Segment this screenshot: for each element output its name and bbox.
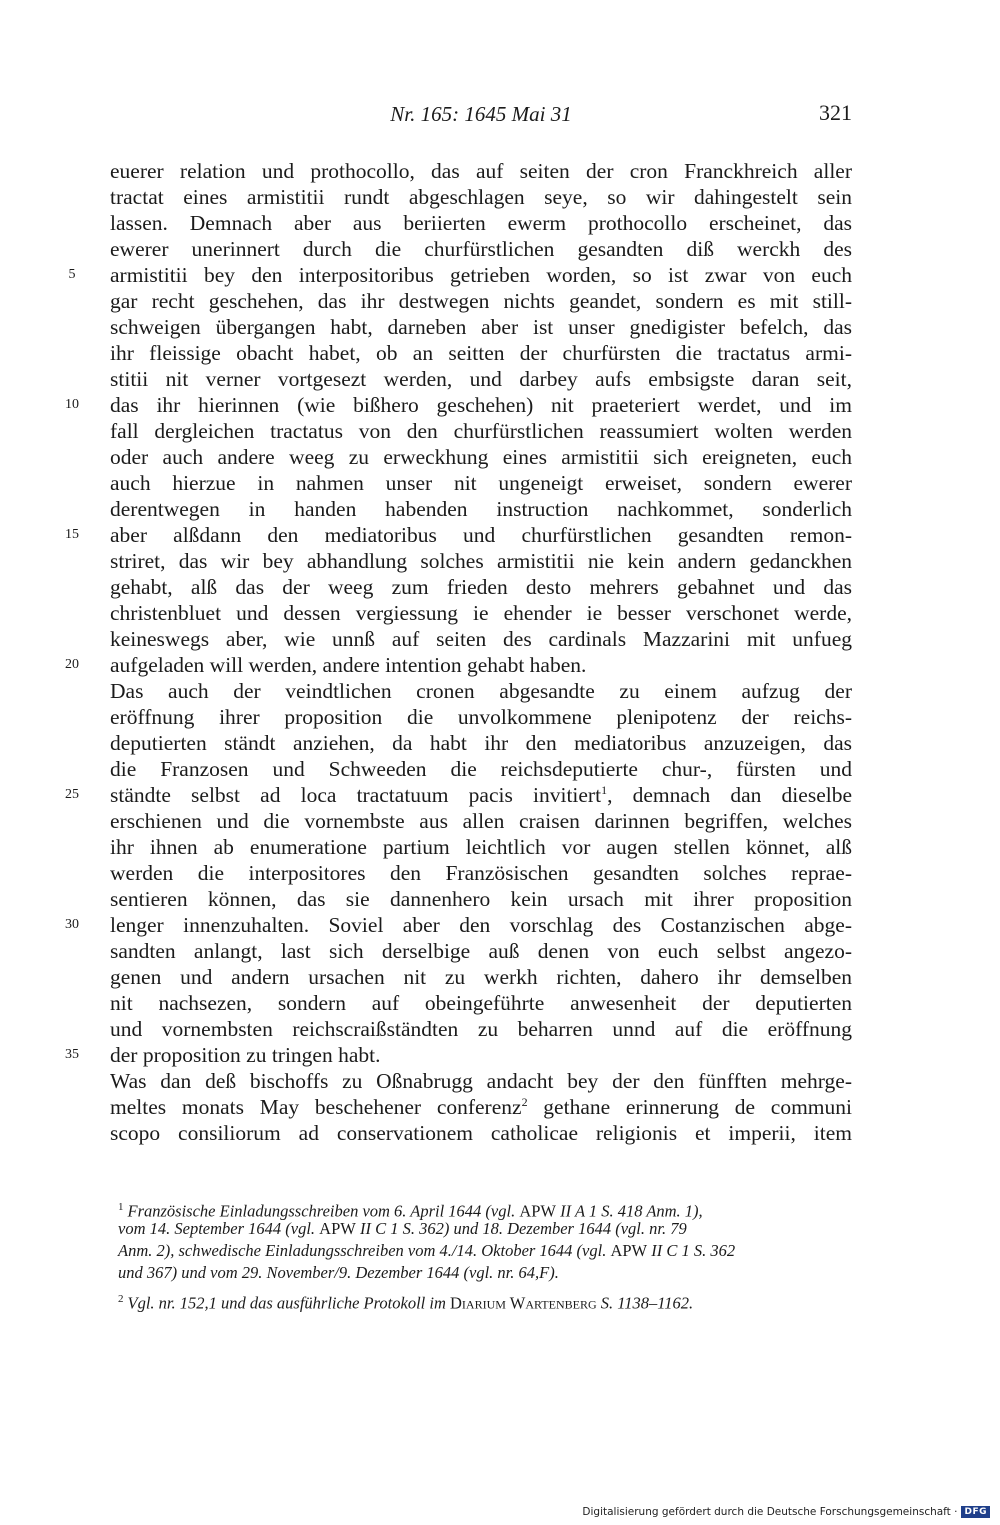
footnote-marker: 2 [118, 1293, 124, 1305]
body-line: lassen. Demnach aber aus beriierten ewerm prothocollo erscheinet, das [110, 211, 852, 235]
body-line: deputierten ständt anziehen, da habt ihr den mediatoribus anzuzeigen, das [110, 731, 852, 755]
body-line: striret, das wir bey abhandlung solches armistitii nie kein andern gedanckhen [110, 549, 852, 573]
body-line: keineswegs aber, wie unnß auf seiten des cardinals Mazzarini mit unfueg [110, 627, 852, 651]
body-line: ihr fleissige obacht habet, ob an seitten der churfürsten die tractatus armi- [110, 341, 852, 365]
credit-text: Digitalisierung gefördert durch die Deutsche Forschungsgemeinschaft · [582, 1506, 958, 1518]
body-line: der proposition zu tringen habt. [110, 1043, 381, 1067]
body-line-text: ständte selbst ad loca tractatuum pacis invitiert [110, 783, 602, 807]
diarium-title: Diarium Wartenberg [450, 1293, 597, 1313]
body-line: sandten anlangt, last sich derselbige auß denen von euch selbst angezo- [110, 939, 852, 963]
body-line: gar recht geschehen, das ihr destwegen nichts geandet, sondern es mit still- [110, 289, 852, 313]
page-header [110, 100, 852, 130]
apw-abbrev: APW [610, 1241, 648, 1260]
dfg-logo-icon: DFG [961, 1506, 990, 1518]
body-line: armistitii bey den interpositoribus getrieben worden, so ist zwar von euch [110, 263, 852, 287]
body-line: Was dan deß bischoffs zu Oßnabrugg andacht bey der den fünfften mehrge- [110, 1069, 852, 1093]
body-line: nit nachsezen, sondern auf obeingeführte anwesenheit der deputierten [110, 991, 852, 1015]
body-line: das ihr hierinnen (wie bißhero geschehen) nit praeteriert werdet, und im [110, 393, 852, 417]
line-number-25: 25 [65, 787, 79, 802]
line-number-30: 30 [65, 917, 79, 932]
body-line: aufgeladen will werden, andere intention gehabt haben. [110, 653, 587, 677]
body-line: tractat eines armistitii rundt abgeschlagen seye, so wir dahingestelt sein [110, 185, 852, 209]
body-line: genen und andern ursachen nit zu werkh richten, dahero ihr demselben [110, 965, 852, 989]
apw-abbrev: APW [519, 1201, 557, 1221]
body-line: erschienen und die vornembste aus allen craisen darinnen begriffen, welches [110, 809, 852, 833]
body-line: ihr ihnen ab enumeratione partium leichtlich vor augen stellen könnet, alß [110, 835, 852, 859]
page-number: 321 [819, 100, 852, 125]
body-line-text: gethane erinnerung de communi [527, 1095, 852, 1119]
footnote-1-line: vom 14. September 1644 (vgl. APW II C 1 S. 362) und 18. Dezember 1644 (vgl. nr. 79 [118, 1219, 687, 1238]
body-line: christenbluet und dessen vergiessung ie ehender ie besser verschonet werde, [110, 601, 852, 625]
body-line: sentieren können, das sie dannenhero kein ursach mit ihrer proposition [110, 887, 852, 911]
footnote-1-line: und 367) und vom 29. November/9. Dezember 1644 (vgl. nr. 64,F). [118, 1263, 559, 1282]
body-line: scopo consiliorum ad conservationem catholicae religionis et imperii, item [110, 1121, 852, 1145]
running-head: Nr. 165: 1645 Mai 31 [390, 102, 572, 126]
line-number-35: 35 [65, 1047, 79, 1062]
footnote-ref-2: 2 [521, 1094, 528, 1109]
digitization-credit [582, 1505, 990, 1519]
body-line: fall dergleichen tractatus von den churfürstlichen reassumiert wolten werden [110, 419, 852, 443]
body-line: ewerer unerinnert durch die churfürstlichen gesandten diß werckh des [110, 237, 852, 261]
apw-abbrev: APW [319, 1219, 356, 1238]
body-line: euerer relation und prothocollo, das auf seiten der cron Franckhreich aller [110, 159, 852, 183]
body-line: die Franzosen und Schweeden die reichsdeputierte chur-, fürsten und [110, 757, 852, 781]
body-line-with-footnote-ref [110, 782, 852, 808]
footnote-1-line: $^1$ Französische Einladungsschreiben vom 6. April 1644 (vgl. APW II A 1 S. 418 Anm. 1), [118, 1201, 703, 1221]
footnote-marker: 1 [118, 1201, 124, 1213]
body-line: Das auch der veindtlichen cronen abgesandte zu einem aufzug der [110, 679, 852, 703]
body-line: derentwegen in handen habenden instruction nachkommet, sonderlich [110, 497, 852, 521]
footnote-ref-1: 1 [601, 782, 608, 797]
body-line: und vornembsten reichscraißständten zu beharren unnd auf die eröffnung [110, 1017, 852, 1041]
line-number-10: 10 [65, 397, 79, 412]
body-line: werden die interpositores den Französischen gesandten solches reprae- [110, 861, 852, 885]
footnote-1-line: Anm. 2), schwedische Einladungsschreiben vom 4./14. Oktober 1644 (vgl. APW II C 1 S. 362 [118, 1241, 736, 1260]
body-line: gehabt, alß das der weeg zum frieden desto mehrers gebahnet und das [110, 575, 852, 599]
body-line: schweigen übergangen habt, darneben aber ist unser gnedigister befelch, das [110, 315, 852, 339]
body-line: stitii nit verner vortgesezt werden, und darbey aufs embsigste daran seit, [110, 367, 852, 391]
line-number-5: 5 [68, 267, 76, 282]
body-line-with-footnote-ref [110, 1094, 852, 1120]
body-line: eröffnung ihrer proposition die unvolkommene plenipotenz der reichs- [110, 705, 852, 729]
body-line-text: meltes monats May beschehener conferenz [110, 1095, 522, 1119]
line-number-20: 20 [65, 657, 79, 672]
body-line: oder auch andere weeg zu erweckhung eines armistitii sich ereigneten, euch [110, 445, 852, 469]
footnote-2-line: $^2$ Vgl. nr. 152,1 und das ausführliche Protokoll im Diarium Wartenberg S. 1138–1162. [118, 1293, 694, 1313]
line-number-15: 15 [65, 527, 79, 542]
body-line: auch hierzue in nahmen unser nit ungeneigt erweiset, sondern ewerer [110, 471, 852, 495]
body-line-text: , demnach dan dieselbe [607, 783, 852, 807]
body-line: aber alßdann den mediatoribus und churfürstlichen gesandten remon- [110, 523, 852, 547]
body-line: lenger innenzuhalten. Soviel aber den vorschlag des Costanzischen abge- [110, 913, 852, 937]
